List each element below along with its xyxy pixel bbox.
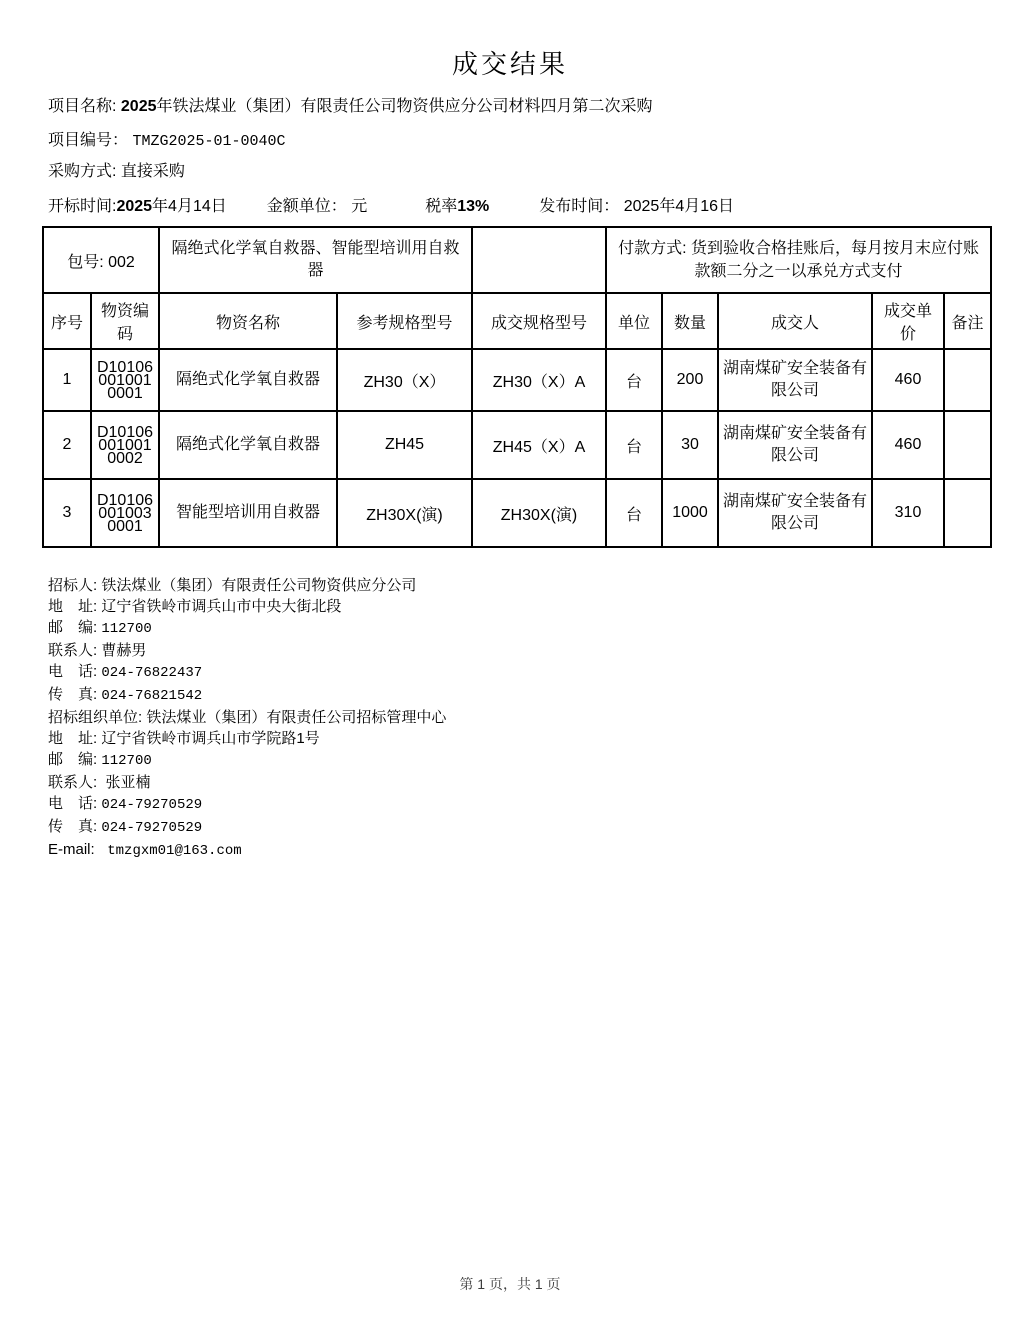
- contact-person-value: 张亚楠: [101, 774, 151, 791]
- package-number-cell: 包号: 002: [43, 227, 159, 293]
- zip-value: 112700: [101, 753, 152, 769]
- purchase-method-value: 直接采购: [120, 163, 185, 180]
- publish-time-label: 发布时间：: [539, 198, 624, 215]
- organizer-line: [48, 707, 1020, 728]
- amount-unit-label: 金额单位：: [266, 198, 352, 215]
- tax-rate-value: 13%: [457, 198, 490, 215]
- cell-ref-spec: ZH45: [337, 411, 472, 479]
- tax-rate-label: 税率: [425, 198, 458, 215]
- table-row: [43, 349, 991, 411]
- tenderer-value: 铁法煤业（集团）有限责任公司物资供应分公司: [101, 577, 417, 594]
- project-name-rest: 年铁法煤业（集团）有限责任公司物资供应分公司材料四月第二次采购: [156, 98, 653, 115]
- fax-label: 传 真:: [48, 686, 102, 703]
- publish-time-value: 2025年4月16日: [623, 198, 735, 215]
- table-row: [43, 479, 991, 547]
- table-row: [43, 411, 991, 479]
- cell-note: [944, 479, 991, 547]
- organizer-value: 铁法煤业（集团）有限责任公司招标管理中心: [146, 709, 447, 726]
- cell-unit-price: 460: [872, 411, 944, 479]
- cell-ref-spec: ZH30X(演): [337, 479, 472, 547]
- phone-line: [48, 661, 1020, 684]
- package-empty-cell: [472, 227, 606, 293]
- page-title: 成交结果: [451, 49, 568, 79]
- project-name-line: [48, 97, 980, 117]
- cell-seq: 2: [43, 411, 91, 479]
- payment-terms-cell: 付款方式: 货到验收合格挂账后，每月按月末应付账款额二分之一以承兑方式支付: [606, 227, 991, 293]
- fax-value: 024-79270529: [101, 820, 203, 836]
- header-note: 备注: [944, 293, 991, 349]
- header-qty: 数量: [662, 293, 718, 349]
- header-winner: 成交人: [718, 293, 872, 349]
- project-name-year: 2025: [120, 98, 157, 115]
- open-time-rest: 年4月14日: [152, 198, 227, 215]
- table-header-row: [43, 293, 991, 349]
- cell-unit: 台: [606, 411, 662, 479]
- phone-label: 电 话:: [48, 795, 102, 812]
- project-number-value: TMZG2025-01-0040C: [132, 133, 286, 150]
- open-time-label: 开标时间:: [48, 198, 117, 215]
- amount-unit-value: 元: [351, 198, 368, 215]
- cell-ref-spec: ZH30（X）: [337, 349, 472, 411]
- cell-seq: 1: [43, 349, 91, 411]
- open-info-line: [48, 197, 980, 217]
- contact-person-label: 联系人:: [48, 774, 102, 791]
- zip-value: 112700: [101, 621, 152, 637]
- cell-material-name: 智能型培训用自救器: [159, 479, 337, 547]
- cell-note: [944, 349, 991, 411]
- phone-label: 电 话:: [48, 663, 102, 680]
- header-seq: 序号: [43, 293, 91, 349]
- cell-material-code: D101060010010001: [91, 349, 159, 411]
- contact-person-line: [48, 640, 1020, 661]
- cell-note: [944, 411, 991, 479]
- cell-winner: 湖南煤矿安全装备有限公司: [718, 479, 872, 547]
- phone-value: 024-76822437: [101, 665, 203, 681]
- phone-line: [48, 793, 1020, 816]
- address-value: 辽宁省铁岭市调兵山市学院路1号: [101, 730, 320, 747]
- email-value: tmzgxm01@163.com: [98, 843, 242, 859]
- zip-line: [48, 617, 1020, 640]
- cell-material-name: 隔绝式化学氧自救器: [159, 411, 337, 479]
- address-label: 地 址:: [48, 598, 102, 615]
- cell-qty: 200: [662, 349, 718, 411]
- page-number: 第 1 页，共 1 页: [459, 1276, 561, 1292]
- fax-value: 024-76821542: [101, 688, 203, 704]
- email-label: E-mail:: [48, 841, 99, 858]
- cell-unit-price: 460: [872, 349, 944, 411]
- cell-material-name: 隔绝式化学氧自救器: [159, 349, 337, 411]
- result-table: [42, 226, 992, 548]
- header-ref-spec: 参考规格型号: [337, 293, 472, 349]
- header-unit-price: 成交单价: [872, 293, 944, 349]
- contact-person-line: [48, 772, 1020, 793]
- cell-unit: 台: [606, 349, 662, 411]
- email-line: [48, 839, 1020, 862]
- cell-unit-price: 310: [872, 479, 944, 547]
- header-material-name: 物资名称: [159, 293, 337, 349]
- fax-line: [48, 684, 1020, 707]
- cell-deal-spec: ZH30X(演): [472, 479, 606, 547]
- project-name-label: 项目名称:: [48, 98, 121, 115]
- zip-label: 邮 编:: [48, 619, 102, 636]
- open-time-year: 2025: [116, 198, 153, 215]
- purchase-method-label: 采购方式:: [48, 163, 121, 180]
- contact-person-value: 曹赫男: [101, 642, 147, 659]
- tenderer-label: 招标人:: [48, 577, 102, 594]
- fax-line: [48, 816, 1020, 839]
- address-line: [48, 596, 1020, 617]
- cell-deal-spec: ZH45（X）A: [472, 411, 606, 479]
- address-line: [48, 728, 1020, 749]
- zip-line: [48, 749, 1020, 772]
- meta-section: [48, 97, 980, 217]
- project-number-line: [48, 131, 980, 152]
- fax-label: 传 真:: [48, 818, 102, 835]
- address-label: 地 址:: [48, 730, 102, 747]
- contact-person-label: 联系人:: [48, 642, 102, 659]
- purchase-method-line: [48, 162, 980, 182]
- contact-section: [48, 575, 1020, 862]
- package-row: [43, 227, 991, 293]
- cell-winner: 湖南煤矿安全装备有限公司: [718, 411, 872, 479]
- cell-qty: 1000: [662, 479, 718, 547]
- cell-qty: 30: [662, 411, 718, 479]
- header-material-code: 物资编码: [91, 293, 159, 349]
- cell-deal-spec: ZH30（X）A: [472, 349, 606, 411]
- header-unit: 单位: [606, 293, 662, 349]
- cell-seq: 3: [43, 479, 91, 547]
- package-name-cell: 隔绝式化学氧自救器、智能型培训用自救器: [159, 227, 472, 293]
- zip-label: 邮 编:: [48, 751, 102, 768]
- cell-winner: 湖南煤矿安全装备有限公司: [718, 349, 872, 411]
- address-value: 辽宁省铁岭市调兵山市中央大街北段: [101, 598, 342, 615]
- cell-material-code: D101060010030001: [91, 479, 159, 547]
- organizer-label: 招标组织单位:: [48, 709, 147, 726]
- project-number-label: 项目编号：: [48, 132, 133, 149]
- phone-value: 024-79270529: [101, 797, 203, 813]
- cell-material-code: D101060010010002: [91, 411, 159, 479]
- header-deal-spec: 成交规格型号: [472, 293, 606, 349]
- tenderer-line: [48, 575, 1020, 596]
- cell-unit: 台: [606, 479, 662, 547]
